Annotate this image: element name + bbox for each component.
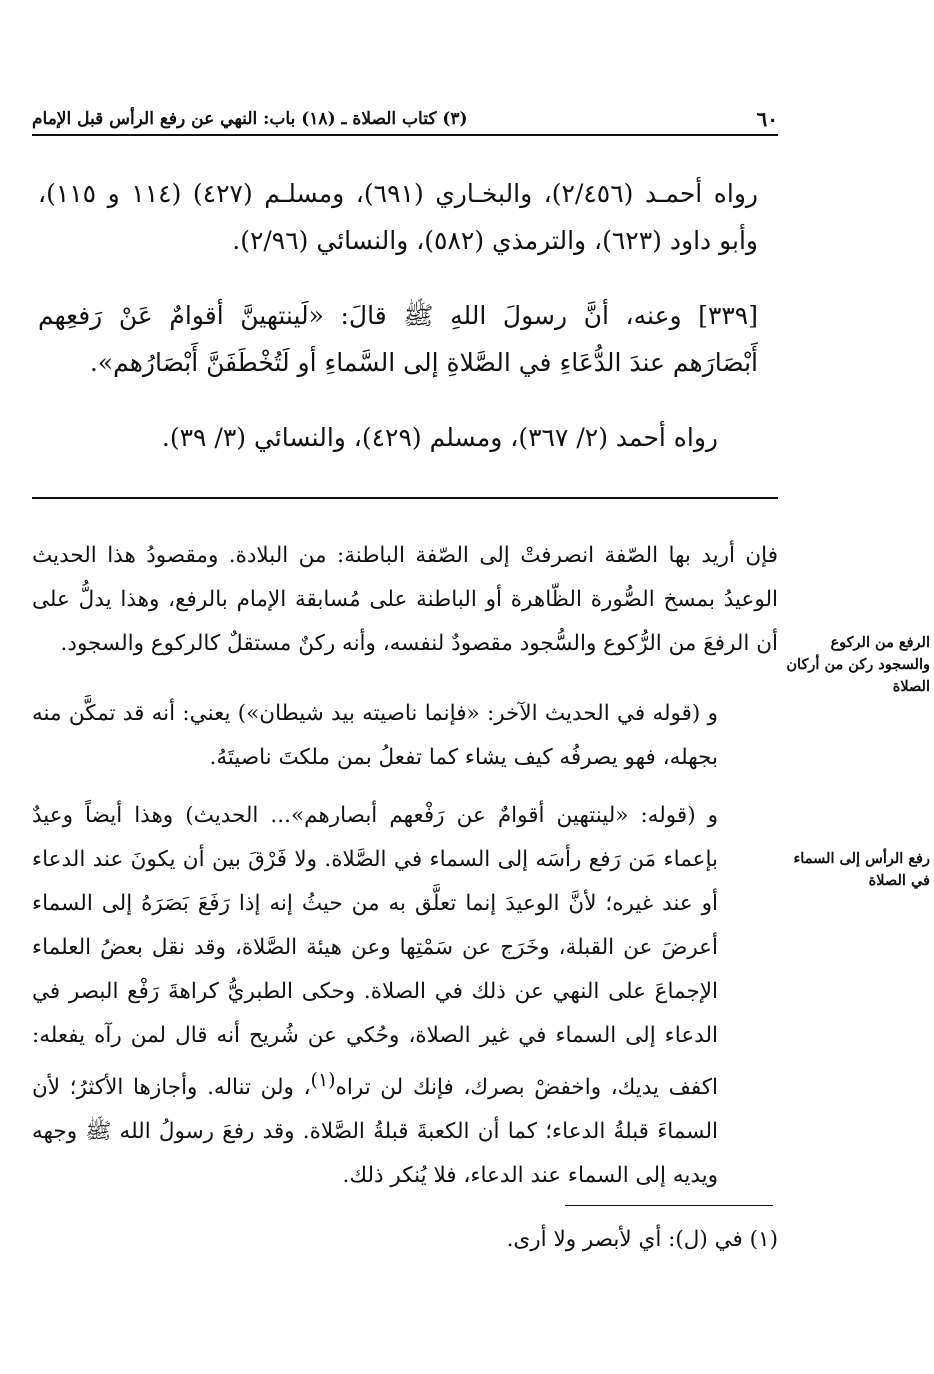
- hadith-339: [38, 292, 778, 388]
- commentary-paragraph-2: [32, 692, 778, 782]
- commentary-paragraph-1: [32, 534, 778, 670]
- reference-text: رواه أحمد (٢/ ٣٦٧)، ومسلم (٤٢٩)، والنسائي (٣/ ٣٩).: [161, 423, 718, 452]
- page-header: [32, 104, 778, 136]
- commentary-paragraph-3: [32, 794, 778, 1189]
- hadith-reference-339: [38, 414, 778, 464]
- reference-text: رواه أحمـد (٢/٤٥٦)، والبخـاري (٦٩١)، ومسلـم (٤٢٧) (١١٤ و ١١٥)، وأبو داود (٦٢٣)، والترمذي (٥٨٢)، والنسائي (٢/٩٦).: [38, 179, 758, 255]
- margin-note-1: الرفع من الركوع والسجود ركن من أركان الصلاة: [786, 634, 930, 695]
- commentary-text: و (قوله في الحديث الآخر: «فإنما ناصيته بيد شيطان») يعني: أنه قد تمكَّن منه بجهله، فهو يصرفُه كيف يشاء كما تفعلُ بمن ملكتَ ناصيتَهُ.: [32, 701, 718, 770]
- commentary-text: و (قوله: «لينتهين أقوامٌ عن رَفْعهم أبصارهم»... الحديث) وهذا أيضاً وعيدٌ بإعماء مَن رَفع رأسَه إلى السماء في الصَّلاة. ولا فَرْقَ بين أن يكونَ عند الدعاء أو عند غيره؛ لأنَّ الوعيدَ إنما تعلَّق به من حيثُ إنه إذا رَفَعَ بَصَرَهُ إلى السماء أعرضَ عن القبلة، وخَرَج عن سَمْتِها وعن هيئة الصَّلاة، وقد نقل بعضُ العلماء الإجماعَ على النهي عن ذلك في الصلاة. وحكى الطبريُّ كراهةَ رَفْع البصر في الدعاء إلى السماء في غير الصلاة، وحُكي عن شُريح أنه قال لمن رآه يفعله: اكفف يديك، واخفضْ بصرك، فإنك لن تراه$^{(١)}$، ولن تناله. وأجازها الأكثرُ؛ لأن السماءَ قبلةُ الدعاء؛ كما أن الكعبةَ قبلةُ الصَّلاة. وقد رفعَ رسولُ الله ﷺ وجهه ويديه إلى السماء عند الدعاء، فلا يُنكر ذلك.: [32, 803, 718, 1189]
- margin-note-2: رفع الرأس إلى السماء في الصلاة: [793, 850, 930, 889]
- footnote: [300, 1218, 778, 1268]
- footnote-divider: [565, 1205, 773, 1206]
- footnote-marker: (١): [310, 1069, 336, 1091]
- page-number: ٦٠: [756, 107, 778, 131]
- section-divider: [32, 497, 778, 499]
- footnote-text: (١) في (ل): أي لأبصر ولا أرى.: [506, 1227, 778, 1252]
- running-title: (٣) كتاب الصلاة ـ (١٨) باب: النهي عن رفع الرأس قبل الإمام: [32, 109, 468, 129]
- commentary-text: فإن أريد بها الصّفة انصرفتْ إلى الصّفة الباطنة: من البلادة. ومقصودُ هذا الحديث الوعيدُ بمسخ الصُّورة الظّاهرة أو الباطنة على مُسابقة الإمام بالرفع، وهذا يدلُّ على أن الرفعَ من الرُّكوع والسُّجود مقصودٌ لنفسه، وأنه ركنٌ مستقلٌ كالركوع والسجود.: [32, 543, 778, 656]
- hadith-text: [٣٣٩] وعنه، أنَّ رسولَ اللهِ ﷺ قالَ: «لَينتهينَّ أقوامٌ عَنْ رَفعِهم أَبْصَارَهم عندَ الدُّعَاءِ في الصَّلاةِ إلى السَّماءِ أو لَتُخْطَفَنَّ أَبْصَارُهم».: [38, 301, 758, 377]
- hadith-reference-prev: [38, 170, 778, 270]
